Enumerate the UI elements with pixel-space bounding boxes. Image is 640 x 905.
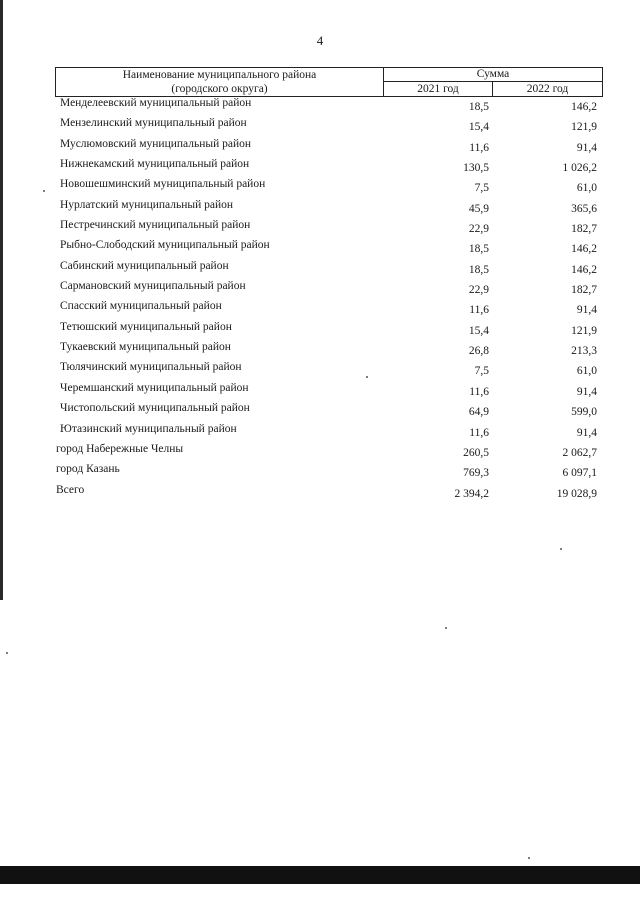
table-body	[0, 97, 640, 504]
amount-2021: 18,5	[468, 101, 489, 113]
amount-2022: 91,4	[576, 385, 597, 398]
amount-2022: 146,2	[571, 101, 597, 113]
amount-2022: 6 097,1	[562, 467, 597, 480]
table-header	[55, 67, 603, 97]
table-row	[0, 300, 640, 320]
amount-2022: 121,9	[571, 121, 597, 134]
amount-2021: 18,5	[468, 263, 489, 276]
table-row	[0, 239, 640, 259]
district-name: Ютазинский муниципальный район	[60, 422, 237, 435]
amount-2021: 22,9	[468, 223, 489, 236]
scan-speck	[366, 376, 368, 378]
column-header-name	[56, 68, 384, 96]
table-row	[0, 361, 640, 381]
amount-2021: 2 394,2	[454, 487, 489, 500]
district-name: город Казань	[56, 463, 120, 476]
district-name: Сабинский муниципальный район	[60, 259, 229, 272]
table-row	[0, 138, 640, 158]
amount-2021: 15,4	[468, 324, 489, 337]
table-row	[0, 443, 640, 463]
amount-2021: 11,6	[469, 304, 489, 317]
scan-speck	[445, 627, 447, 629]
amount-2022: 91,4	[576, 304, 597, 317]
district-name: Мензелинский муниципальный район	[60, 117, 247, 130]
district-name: Всего	[56, 483, 85, 496]
table-row	[0, 463, 640, 483]
district-name: Рыбно-Слободский муниципальный район	[60, 239, 270, 252]
amount-2021: 64,9	[468, 406, 489, 419]
amount-2021: 130,5	[463, 162, 489, 175]
amount-2021: 18,5	[468, 243, 489, 256]
district-name: Нурлатский муниципальный район	[60, 198, 234, 211]
amount-2021: 11,6	[469, 141, 489, 154]
district-name: Тукаевский муниципальный район	[60, 341, 231, 354]
amount-2021: 11,6	[469, 385, 489, 398]
district-name: Пестречинский муниципальный район	[60, 219, 251, 232]
table-row	[0, 280, 640, 300]
amount-2022: 19 028,9	[556, 487, 597, 500]
district-name: Тетюшский муниципальный район	[60, 320, 232, 333]
column-header-2021: 2021 год	[384, 82, 493, 96]
amount-2021: 260,5	[463, 446, 489, 459]
table-row	[0, 117, 640, 137]
table-row	[0, 158, 640, 178]
amount-2021: 45,9	[468, 202, 489, 215]
column-header-2022: 2022 год	[526, 83, 569, 95]
amount-2021: 15,4	[468, 121, 489, 134]
table-row	[0, 260, 640, 280]
scan-speck	[528, 857, 530, 859]
table-row	[0, 97, 640, 117]
table-row	[0, 484, 640, 504]
district-name: Чистопольский муниципальный район	[60, 402, 250, 415]
amount-2022: 213,3	[571, 345, 597, 358]
amount-2022: 1 026,2	[562, 162, 597, 175]
amount-2021: 26,8	[468, 345, 489, 358]
district-name: Тюлячинский муниципальный район	[60, 361, 242, 374]
amount-2022: 91,4	[576, 426, 597, 439]
amount-2021: 7,5	[474, 182, 489, 195]
district-name: Новошешминский муниципальный район	[60, 178, 266, 191]
district-name: Нижнекамский муниципальный район	[60, 158, 250, 171]
scan-speck	[6, 652, 8, 654]
table-row	[0, 341, 640, 361]
amount-2022: 146,2	[571, 263, 597, 276]
table-row	[0, 423, 640, 443]
scan-speck	[560, 548, 562, 550]
table-row	[0, 178, 640, 198]
amount-2021: 11,6	[469, 426, 489, 439]
district-name: Черемшанский муниципальный район	[60, 381, 249, 394]
amount-2022: 182,7	[571, 223, 597, 236]
district-name: Сармановский муниципальный район	[60, 280, 246, 293]
amount-2022: 91,4	[576, 141, 597, 154]
table-row	[0, 402, 640, 422]
amount-2022: 2 062,7	[562, 446, 597, 459]
column-header-sum: Сумма	[384, 68, 602, 82]
amount-2022: 61,0	[576, 182, 597, 195]
amount-2022: 365,6	[571, 202, 597, 215]
amount-2022: 182,7	[571, 284, 597, 297]
page-number: 4	[316, 33, 324, 48]
table-row	[0, 382, 640, 402]
table-row	[0, 199, 640, 219]
table-row	[0, 219, 640, 239]
amount-2022: 146,2	[571, 243, 597, 256]
table-row	[0, 321, 640, 341]
scan-speck	[43, 190, 45, 192]
amount-2021: 7,5	[474, 365, 489, 378]
column-header-name-line1: Наименование муниципального района	[122, 69, 317, 81]
scan-edge-bottom	[0, 866, 640, 884]
district-name: Менделеевский муниципальный район	[60, 97, 252, 109]
amount-2022: 61,0	[576, 365, 597, 378]
district-name: Спасский муниципальный район	[60, 300, 222, 313]
amount-2022: 121,9	[571, 324, 597, 337]
amount-2021: 769,3	[463, 467, 489, 480]
column-header-name-line2: (городского округа)	[171, 82, 268, 95]
district-name: город Набережные Челны	[56, 442, 184, 455]
district-name: Муслюмовский муниципальный район	[60, 137, 252, 150]
amount-2022: 599,0	[571, 406, 597, 419]
amount-2021: 22,9	[468, 284, 489, 297]
